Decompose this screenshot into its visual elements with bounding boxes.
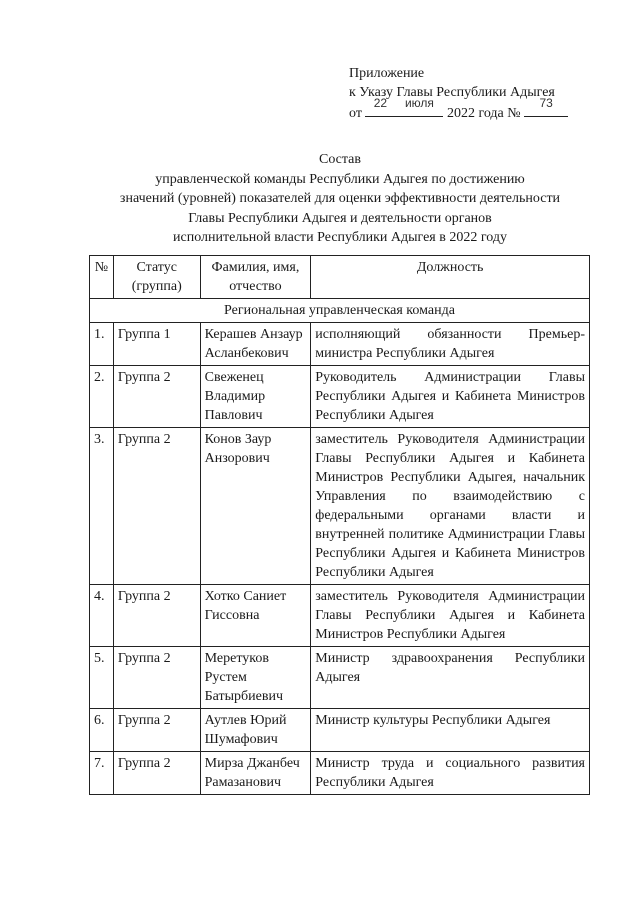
row-position: Министр культуры Республики Адыгея xyxy=(311,709,590,752)
title-line-3: значений (уровней) показателей для оценки эффективности деятельности xyxy=(119,191,561,206)
section-title: Региональная управленческая команда xyxy=(90,299,590,323)
row-num: 1. xyxy=(90,323,114,366)
table-row xyxy=(90,647,590,709)
row-position: Руководитель Администрации Главы Республики Адыгея и Кабинета Министров Республики Адыгея xyxy=(311,366,590,428)
date-month-field xyxy=(395,96,443,117)
header-num: № xyxy=(90,256,114,299)
appendix-decree-ref: к Указу Главы Республики Адыгея xyxy=(349,85,555,100)
title-line-5: исполнительной власти Республики Адыгея в 2022 году xyxy=(173,230,507,245)
row-name: Керашев Анзаур Асланбекович xyxy=(200,323,311,366)
row-status: Группа 2 xyxy=(113,585,200,647)
row-status: Группа 2 xyxy=(113,647,200,709)
team-table xyxy=(89,255,590,795)
table-header-row xyxy=(90,256,590,299)
decree-number-field xyxy=(524,96,568,117)
date-day-field xyxy=(365,96,395,117)
row-name: Свеженец Владимир Павлович xyxy=(200,366,311,428)
header-position: Должность xyxy=(311,256,590,299)
row-name: Аутлев Юрий Шумафович xyxy=(200,709,311,752)
section-row xyxy=(90,299,590,323)
appendix-date-line xyxy=(349,96,609,123)
row-position: Министр здравоохранения Республики Адыгея xyxy=(311,647,590,709)
row-status: Группа 2 xyxy=(113,428,200,585)
header-name: Фамилия, имя, отчество xyxy=(200,256,311,299)
table-row xyxy=(90,323,590,366)
row-position: заместитель Руководителя Администрации Главы Республики Адыгея и Кабинета Министров Республики Адыгея xyxy=(311,585,590,647)
table-row xyxy=(90,585,590,647)
row-position: исполняющий обязанности Премьер-министра Республики Адыгея xyxy=(311,323,590,366)
row-status: Группа 2 xyxy=(113,709,200,752)
row-num: 7. xyxy=(90,752,114,795)
row-num: 6. xyxy=(90,709,114,752)
row-num: 3. xyxy=(90,428,114,585)
date-year: 2022 года № xyxy=(446,106,521,121)
row-position: Министр труда и социального развития Республики Адыгея xyxy=(311,752,590,795)
date-day: 22 xyxy=(373,96,388,110)
row-position: заместитель Руководителя Администрации Главы Республики Адыгея и Кабинета Министров Республики Адыгея, начальник Управления по взаимодействию с федеральными органами власти и внутренней политике Администрации Главы Республики Адыгея и Кабинета Министров Республики Адыгея xyxy=(311,428,590,585)
row-status: Группа 2 xyxy=(113,366,200,428)
document-title xyxy=(60,150,620,248)
title-line-1: Состав xyxy=(318,152,361,167)
row-name: Меретуков Рустем Батырбиевич xyxy=(200,647,311,709)
table-row xyxy=(90,366,590,428)
table-row xyxy=(90,752,590,795)
row-name: Мирза Джанбеч Рамазанович xyxy=(200,752,311,795)
appendix-header xyxy=(349,64,609,123)
row-num: 5. xyxy=(90,647,114,709)
row-num: 2. xyxy=(90,366,114,428)
table-row xyxy=(90,709,590,752)
row-name: Конов Заур Анзорович xyxy=(200,428,311,585)
decree-number: 73 xyxy=(539,96,553,110)
header-status: Статус (группа) xyxy=(113,256,200,299)
table-row xyxy=(90,428,590,585)
row-status: Группа 1 xyxy=(113,323,200,366)
date-month: июля xyxy=(404,96,434,110)
title-line-4: Главы Республики Адыгея и деятельности органов xyxy=(188,210,492,226)
row-num: 4. xyxy=(90,585,114,647)
date-prefix: от xyxy=(349,106,362,121)
row-status: Группа 2 xyxy=(113,752,200,795)
appendix-title: Приложение xyxy=(349,66,425,81)
row-name: Хотко Саниет Гиссовна xyxy=(200,585,311,647)
title-line-2: управленческой команды Республики Адыгея по достижению xyxy=(155,171,525,187)
